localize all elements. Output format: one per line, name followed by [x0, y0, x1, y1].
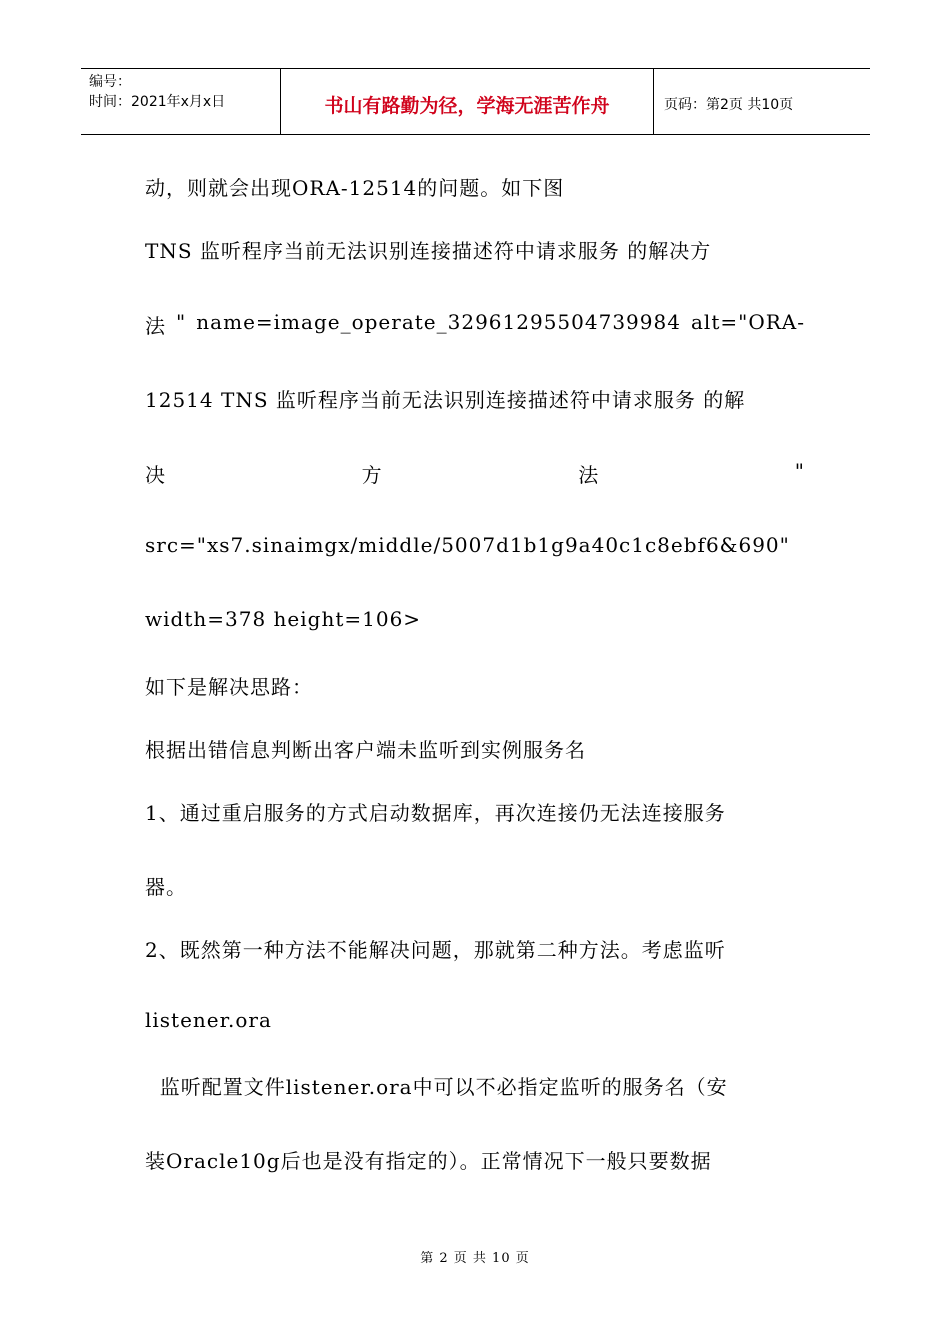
body-line-5-part-1: 决 — [145, 463, 166, 487]
body-line-2-text: TNS 监听程序当前无法识别连接描述符中请求服务 的解决方 — [145, 239, 712, 263]
header-motto: 书山有路勤为径，学海无涯苦作舟 — [281, 69, 654, 134]
header-meta — [81, 69, 281, 134]
body-line-12: 2、既然第一种方法不能解决问题，那就第二种方法。考虑监听 — [145, 938, 726, 962]
body-line-5-part-4: " — [794, 459, 805, 483]
body-line-3-part-1: 法 — [145, 314, 166, 338]
body-line-3 — [145, 310, 805, 339]
body-line-15: 装Oracle10g后也是没有指定的）。正常情况下一般只要数据 — [145, 1149, 712, 1173]
body-line-10: 1、通过重启服务的方式启动数据库，再次连接仍无法连接服务 — [145, 801, 726, 825]
body-line-7: width=378 height=106> — [145, 607, 422, 631]
body-line-2 — [145, 235, 805, 264]
body-line-3-part-2: " — [176, 310, 187, 334]
body-line-3-part-3: name=image_operate_32961295504739984 — [196, 310, 681, 334]
document-date: 时间：2021年x月x日 — [89, 94, 226, 110]
body-line-9: 根据出错信息判断出客户端未监听到实例服务名 — [145, 738, 586, 762]
body-line-5-part-3: 法 — [578, 463, 600, 487]
body-line-1: 动，则就会出现ORA-12514的问题。如下图 — [145, 176, 565, 200]
body-line-5-part-2: 方 — [361, 463, 383, 487]
body-line-8: 如下是解决思路： — [145, 675, 313, 699]
page-header — [81, 68, 870, 135]
page-footer: 第 2 页 共 10 页 — [420, 1251, 530, 1266]
body-line-13: listener.ora — [145, 1008, 272, 1032]
body-line-5 — [145, 459, 805, 488]
header-page-info: 页码：第2页 共10页 — [664, 96, 794, 113]
body-line-4: 12514 TNS 监听程序当前无法识别连接描述符中请求服务 的解 — [145, 388, 746, 412]
body-line-11: 器。 — [145, 875, 187, 899]
body-line-3-part-4: alt="ORA- — [691, 310, 805, 334]
body-line-14: 监听配置文件listener.ora中可以不必指定监听的服务名（安 — [145, 1075, 728, 1099]
body-line-6: src="xs7.sinaimgx/middle/5007d1b1g9a40c1c8ebf6&690" — [145, 533, 790, 557]
document-number-label: 编号： — [89, 74, 131, 90]
